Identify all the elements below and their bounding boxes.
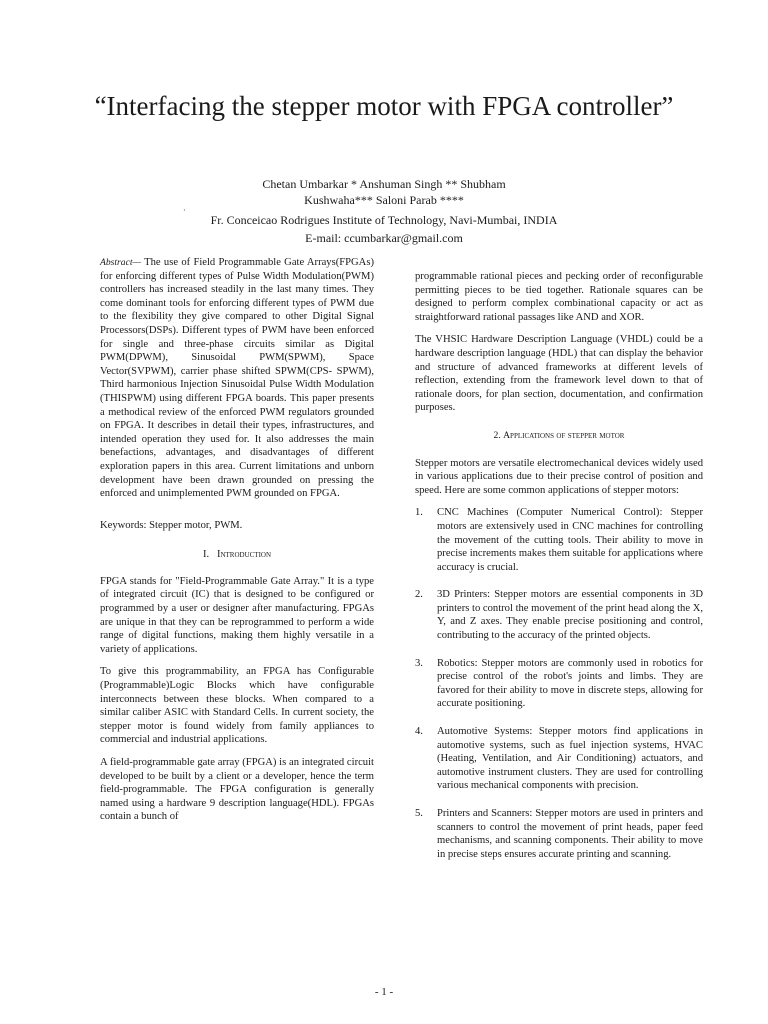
author-list xyxy=(180,176,588,208)
intro-paragraph-2: To give this programmability, an FPGA has Configurable (Programmable)Logic Blocks which have configurable interconnects between these blocks. When compared to a similar caliber ASIC with Standard Cells. In current society, the stepper motor is found widely from family appliances to commercial and industrial applications. xyxy=(100,666,374,746)
list-item xyxy=(415,807,703,861)
applications-list xyxy=(415,506,703,861)
list-text: CNC Machines (Computer Numerical Control): Stepper motors are extensively used in CNC machines for controlling the movement of the cutting tools. Their ability to move in precise increments makes them suitable for applications where accuracy is crucial. xyxy=(437,507,703,573)
continued-paragraph: programmable rational pieces and pecking order of reconfigurable permitting pieces to be tied together. Rationale squares can be designed to perform complex combinational capacity or act as straightforward rational passages like AND and XOR. xyxy=(415,271,703,323)
section-title: Applications of stepper motor xyxy=(503,429,625,441)
abstract-text: The use of Field Programmable Gate Arrays(FPGAs) for enforcing different types of Pulse Width Modulation(PWM) controllers has increased steadily in the last many times. They come dominant tools for enforcing different types of PWM due to the flexibility they give compared to other Digital Signal Processors(DSPs). Different types of PWM have been enforced for single and three-phase circuits similar as Digital PWM(DPWM), Sinusoidal PWM(SPWM), Space Vector(SVPWM), carrier phase shifted SPWM(CPS- SPWM), Third harmonious Injection Sinusoidal Pulse Width Modulation (THISPWM) using different FPGA boards. This paper presents a methodical review of the enforced PWM regulators grounded on FPGA. It describes in detail their types, infrastructures, and intended operation they used for. It also addresses the main benefactions, advantages, and disadvantages of different exploration papers in this area. Current limitations and unborn development have been drawn grounded on pressing the enforced and unimplemented PWM grounded on FPGA. xyxy=(100,257,374,500)
abstract-label: Abstract— xyxy=(100,257,142,268)
right-column xyxy=(415,270,703,875)
authors-line-2: Kushwaha*** Saloni Parab **** xyxy=(304,193,464,207)
list-number: 1. xyxy=(415,507,423,519)
paper-title: “Interfacing the stepper motor with FPGA controller” xyxy=(94,91,674,121)
stray-dot: · xyxy=(183,206,186,215)
affiliation: Fr. Conceicao Rodrigues Institute of Technology, Navi-Mumbai, INDIA xyxy=(210,213,558,227)
left-column xyxy=(100,256,374,833)
list-number: 5. xyxy=(415,808,423,819)
list-item xyxy=(415,657,703,711)
section-number: I. xyxy=(202,549,210,561)
list-text: Automotive Systems: Stepper motors find applications in automotive systems, such as fuel injection systems, HVAC (Heating, Ventilation, and Air Conditioning) actuators, and automotive instrument clusters. They are used for controlling various mechanical components with precision. xyxy=(437,726,703,792)
list-number: 3. xyxy=(415,657,423,669)
intro-paragraph-3: A field-programmable gate array (FPGA) is an integrated circuit developed to be built by a client or a developer, hence the term field-programmable. The FPGA configuration is generally named using a hardware 9 description language(HDL). FPGAs contain a bunch of xyxy=(100,757,374,823)
list-item xyxy=(415,725,703,793)
vhdl-paragraph: The VHSIC Hardware Description Language (VHDL) could be a hardware description language (HDL) that can display the behavior and structure of advanced frameworks at different levels of reflection, extending from the framework level down to that of rationale doors, for plan section, documentation, and confirmation purposes. xyxy=(415,334,703,414)
list-number: 4. xyxy=(415,726,423,738)
authors-line-1: Chetan Umbarkar * Anshuman Singh ** Shubham xyxy=(262,177,506,191)
section-heading-applications xyxy=(415,429,703,443)
intro-paragraph-1: FPGA stands for "Field-Programmable Gate Array." It is a type of integrated circuit (IC) that is designed to be configured or programmed by a user or designer after manufacturing. FPGAs are unique in that they can be reprogrammed to perform a wide range of digital functions, making them highly versatile in a variety of applications. xyxy=(100,575,374,655)
list-text: 3D Printers: Stepper motors are essential components in 3D printers to control the movement of the print head along the X, Y, and Z axes. They enable precise positioning and control, contributing to the accuracy of the printed objects. xyxy=(437,589,703,642)
list-number: 2. xyxy=(415,589,423,601)
page-number: - 1 - xyxy=(374,986,394,998)
section-title: Introduction xyxy=(216,549,272,561)
applications-intro: Stepper motors are versatile electromechanical devices widely used in various applications due to their precise control of position and speed. Here are some common applications of stepper motors: xyxy=(415,457,703,496)
section-number: 2. xyxy=(493,429,501,441)
section-heading-introduction xyxy=(100,548,374,562)
affiliation-block xyxy=(140,211,628,247)
abstract xyxy=(100,256,374,501)
list-item xyxy=(415,506,703,574)
list-text: Robotics: Stepper motors are commonly used in robotics for precise control of the robot's joints and limbs. They are favored for their ability to move in discrete steps, allowing for accurate positioning. xyxy=(437,657,703,710)
list-text: Printers and Scanners: Stepper motors are used in printers and scanners to control the movement of print heads, paper feed mechanisms, and scanning components. Their ability to move in precise steps ensures accurate printing and scanning. xyxy=(437,808,703,860)
list-item xyxy=(415,588,703,642)
author-email: E-mail: ccumbarkar@gmail.com xyxy=(305,231,463,245)
keywords: Keywords: Stepper motor, PWM. xyxy=(100,519,243,531)
